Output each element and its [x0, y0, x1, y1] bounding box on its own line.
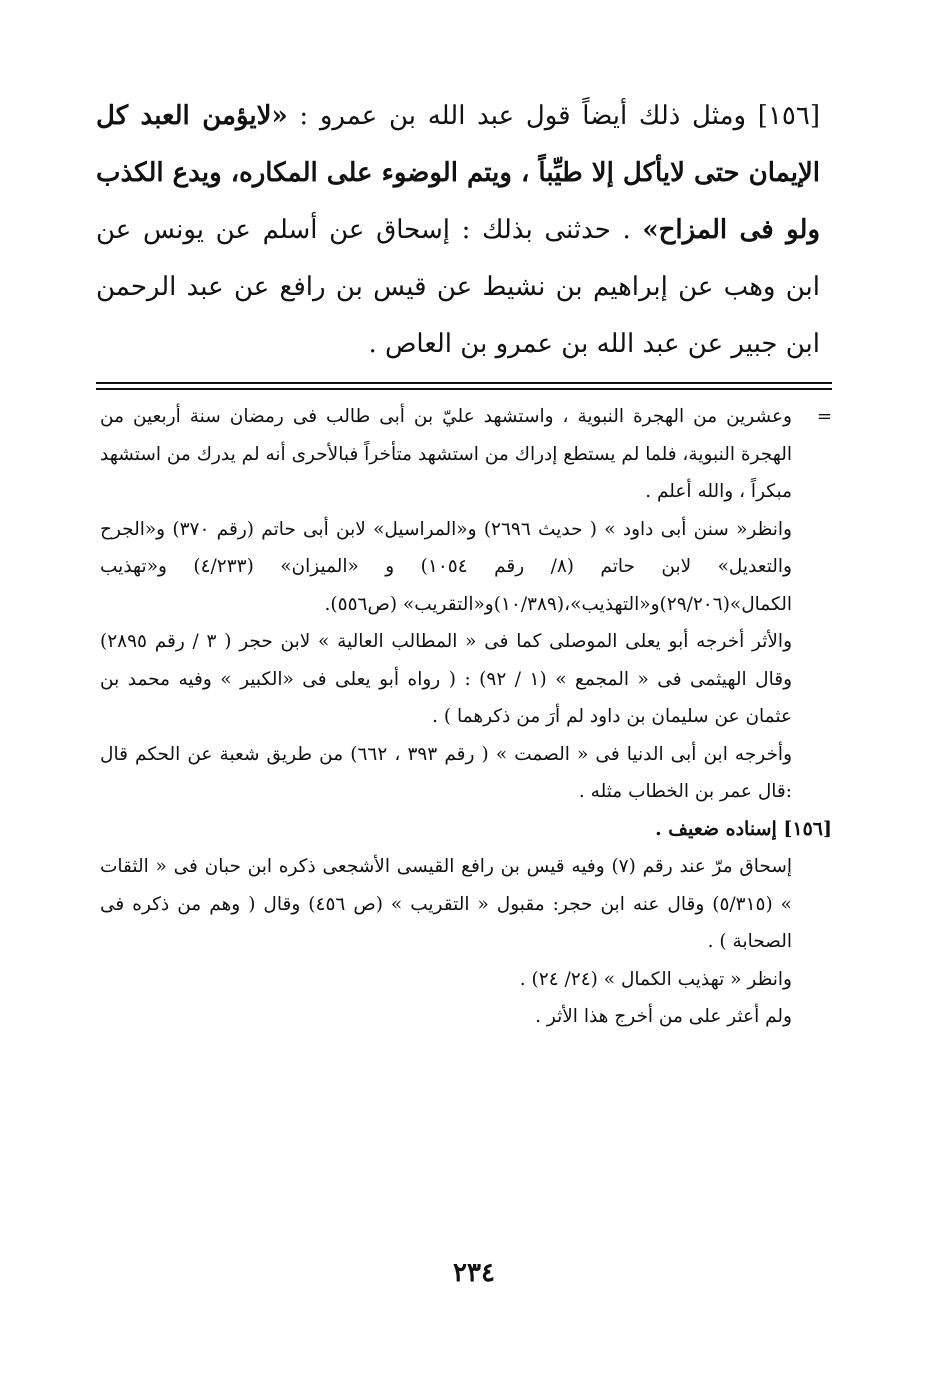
- footnote-abu-yala-paragraph: والأثر أخرجه أبو يعلى الموصلى كما فى « المطالب العالية » لابن حجر ( ٣ / رقم ٢٨٩٥) وقال الهيثمى فى « المجمع » (١ / ٩٢) : ( رواه أبو يعلى فى «الكبير » وفيه محمد بن عثمان عن سليمان بن داود لم أرَ من ذكرهما ) .: [100, 631, 793, 727]
- footnote-divider-bottom: [96, 388, 832, 390]
- footnote-continuation: [96, 398, 832, 511]
- paragraph-intro: ومثل ذلك أيضاً قول عبد الله بن عمرو :: [299, 101, 747, 131]
- footnote-continuation-text: وعشرين من الهجرة النبوية ، واستشهد عليّ بن أبى طالب فى رمضان سنة أربعين من الهجرة النبوية، فلما لم يستطع إدراك من استشهد متأخراً فبالأحرى أنه لم يدرك من استشهد مبكراً ، والله أعلم .: [100, 406, 792, 502]
- paragraph-number: [١٥٦]: [757, 101, 820, 131]
- footnote-references-paragraph: وانظر« سنن أبى داود » ( حديث ٢٦٩٦) و«المراسيل» لابن أبى حاتم (رقم ٣٧٠) و«الجرح والتعديل» لابن حاتم (٨/ رقم ١٠٥٤) و «الميزان» (٤/٢٣٣) و«تهذيب الكمال»(٢٩/٢٠٦)و«التهذيب»،(١٠/٣٨٩)و«التقريب» (ص٥٥٦).: [100, 518, 792, 615]
- footnote-divider-top: [96, 382, 832, 384]
- isnad-chain: . حدثنى بذلك : إسحاق عن أسلم عن يونس عن ابن وهب عن إبراهيم بن نشيط عن قيس بن رافع عن عبد الرحمن ابن جبير عن عبد الله بن عمرو بن العاص .: [96, 215, 820, 359]
- footnote-ibn-abi-dunya-paragraph: وأخرجه ابن أبى الدنيا فى « الصمت » ( رقم ٣٩٣ ، ٦٦٢) من طريق شعبة عن الحكم قال :قال عمر بن الخطاب مثله .: [100, 743, 793, 802]
- footnote-156-paragraph: إسحاق مرّ عند رقم (٧) وفيه قيس بن رافع القيسى الأشجعى ذكره ابن حبان فى « الثقات » (٥/٣١٥) وقال عنه ابن حجر: مقبول « التقريب » (ص ٤٥٦) وقال ( وهم من ذكره فى الصحابة ) .: [100, 856, 792, 952]
- footnote-156-heading: [١٥٦] إسناده ضعيف .: [655, 817, 832, 840]
- quoted-saying: «لايؤمن العبد كل الإيمان حتى لايأكل إلا طيِّباً ، ويتم الوضوء على المكاره، ويدع الكذب ولو فى المزاح»: [96, 101, 820, 245]
- footnote-156-see-also: وانظر « تهذيب الكمال » (٢٤/ ٢٤) .: [519, 968, 792, 990]
- continuation-marker: =: [816, 406, 832, 427]
- footnote-156-not-found: ولم أعثر على من أخرج هذا الأثر .: [535, 1006, 792, 1027]
- page-number: ٢٣٤: [453, 1258, 495, 1288]
- main-paragraph: [96, 88, 820, 373]
- footnotes-section: [96, 398, 832, 1036]
